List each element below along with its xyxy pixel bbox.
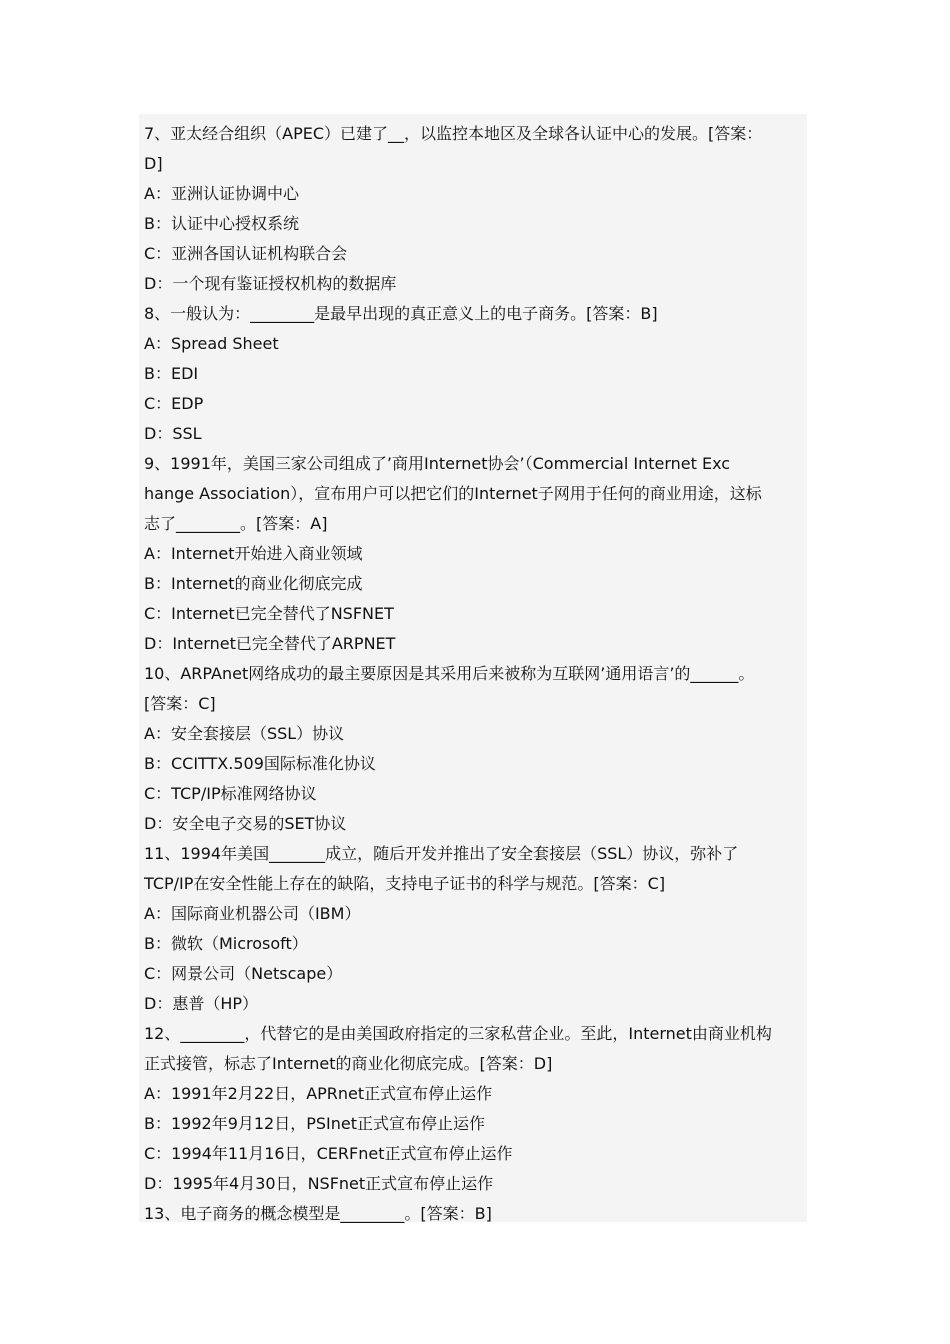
question-9-line-1: 9、1991年，美国三家公司组成了’商用Internet协会’（Commercial Internet Exc: [144, 454, 731, 473]
option-d: D：Internet已完全替代了ARPNET: [144, 634, 396, 653]
question-12-line-2: 正式接管，标志了Internet的商业化彻底完成。[答案：D]: [144, 1054, 553, 1073]
question-10-line-2: [答案：C]: [144, 694, 216, 713]
question-11-line-1: 11、1994年美国_______成立，随后开发并推出了安全套接层（SSL）协议，弥补了: [144, 844, 739, 863]
option-d: D：1995年4月30日，NSFnet正式宣布停止运作: [144, 1174, 494, 1193]
option-b: B：1992年9月12日，PSInet正式宣布停止运作: [144, 1114, 486, 1133]
question-7-line-2: D]: [144, 154, 163, 173]
question-10-line-1: 10、ARPAnet网络成功的最主要原因是其采用后来被称为互联网’通用语言’的______。: [144, 664, 755, 683]
question-9-line-3: 志了________。[答案：A]: [144, 514, 328, 533]
question-8-line-1: 8、一般认为：________是最早出现的真正意义上的电子商务。[答案：B]: [144, 304, 658, 323]
option-b: B：CCITTX.509国际标准化协议: [144, 754, 376, 773]
question-12-line-1: 12、________，代替它的是由美国政府指定的三家私营企业。至此，Internet由商业机构: [144, 1024, 772, 1043]
option-b: B：EDI: [144, 364, 199, 383]
question-13-line-1: 13、电子商务的概念模型是________。[答案：B]: [144, 1204, 492, 1223]
option-b: B：微软（Microsoft）: [144, 934, 308, 953]
document-text: [144, 119, 808, 1229]
question-9-line-2: hange Association），宣布用户可以把它们的Internet子网用于任何的商业用途，这标: [144, 484, 762, 503]
option-c: C：Internet已完全替代了NSFNET: [144, 604, 394, 623]
option-c: C：亚洲各国认证机构联合会: [144, 244, 348, 263]
option-c: C：EDP: [144, 394, 204, 413]
option-c: C：TCP/IP标准网络协议: [144, 784, 317, 803]
question-7-line-1: 7、亚太经合组织（APEC）已建了__，以监控本地区及全球各认证中心的发展。[答案：: [144, 124, 763, 143]
option-c: C：网景公司（Netscape）: [144, 964, 343, 983]
option-a: A：Internet开始进入商业领域: [144, 544, 363, 563]
option-d: D：安全电子交易的SET协议: [144, 814, 347, 833]
option-d: D：一个现有鉴证授权机构的数据库: [144, 274, 397, 293]
question-11-line-2: TCP/IP在安全性能上存在的缺陷，支持电子证书的科学与规范。[答案：C]: [144, 874, 666, 893]
option-a: A：安全套接层（SSL）协议: [144, 724, 345, 743]
option-a: A：1991年2月22日，APRnet正式宣布停止运作: [144, 1084, 493, 1103]
option-a: A：亚洲认证协调中心: [144, 184, 299, 203]
option-d: D：SSL: [144, 424, 202, 443]
option-b: B：认证中心授权系统: [144, 214, 299, 233]
option-d: D：惠普（HP）: [144, 994, 259, 1013]
option-a: A：国际商业机器公司（IBM）: [144, 904, 361, 923]
option-b: B：Internet的商业化彻底完成: [144, 574, 363, 593]
option-c: C：1994年11月16日，CERFnet正式宣布停止运作: [144, 1144, 513, 1163]
option-a: A：Spread Sheet: [144, 334, 279, 353]
